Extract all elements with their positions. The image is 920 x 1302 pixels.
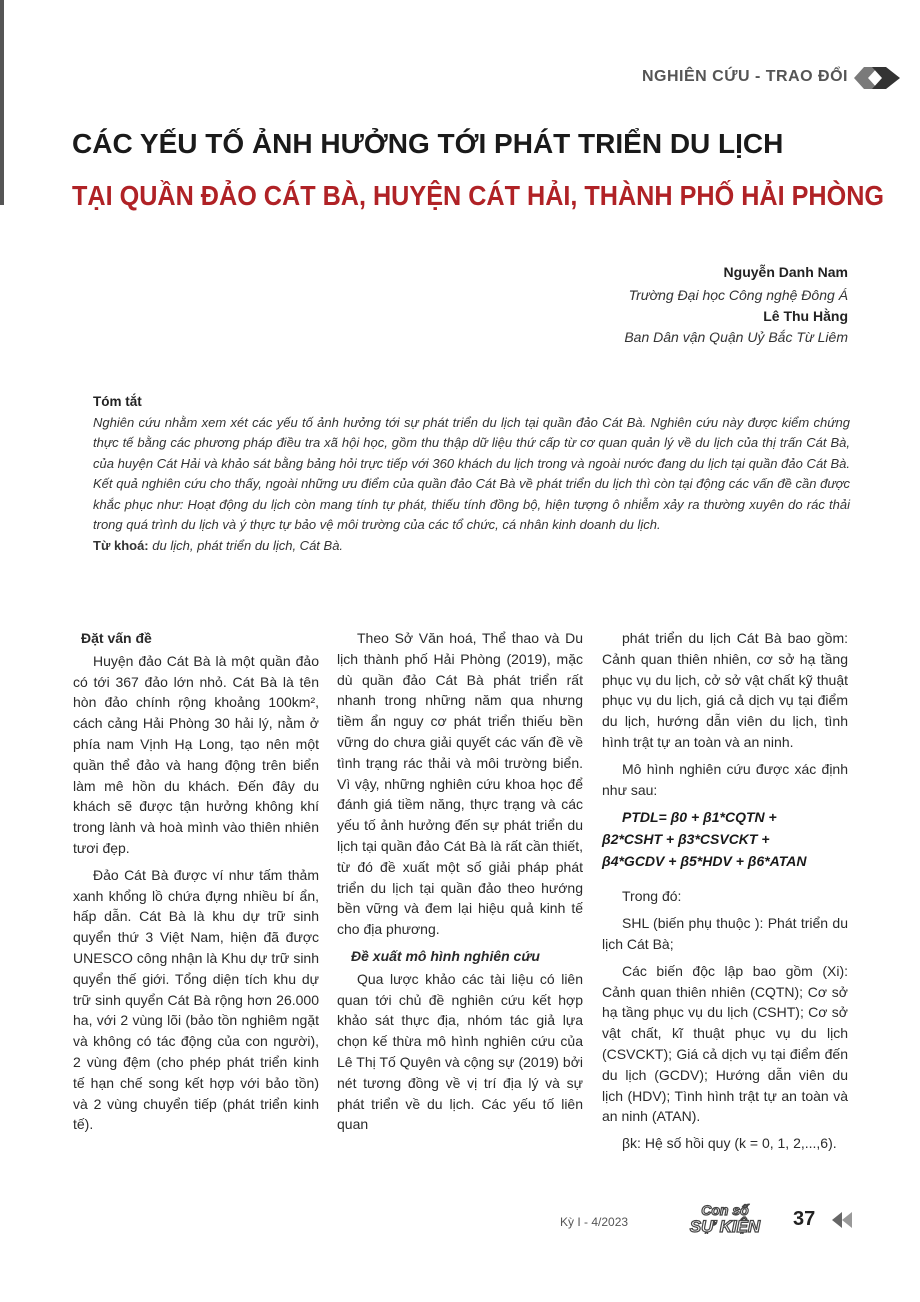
issue-label: Kỳ I - 4/2023 — [560, 1215, 629, 1229]
keywords-row — [93, 536, 850, 557]
paragraph: Mô hình nghiên cứu được xác định như sau: — [602, 760, 848, 798]
regression-formula — [602, 806, 848, 872]
column-1 — [73, 628, 319, 1141]
paragraph: SHL (biến phụ thuộc ): Phát triển du lịch Cát Bà; — [602, 915, 848, 952]
page-number: 37 — [793, 1208, 816, 1230]
keywords-text: du lịch, phát triển du lịch, Cát Bà. — [152, 537, 344, 553]
paragraph: phát triển du lịch Cát Bà bao gồm: Cảnh quan thiên nhiên, cơ sở hạ tầng phục vụ du lịch, cở sở vật chất kỹ thuật phục vụ du lịch, giá cả dịch vụ tại điểm du lịch, hướng dẫn viên du lịch, tình hình trật tự an toàn và an ninh. — [602, 630, 848, 750]
paragraph: βk: Hệ số hồi quy (k = 0, 1, 2,...,6). — [622, 1135, 837, 1152]
article-title-line-1: CÁC YẾU TỐ ẢNH HƯỞNG TỚI PHÁT TRIỂN DU LỊCH — [72, 128, 784, 159]
author-name-1: Nguyễn Danh Nam — [723, 264, 848, 280]
section-heading-model: Đề xuất mô hình nghiên cứu — [351, 947, 540, 964]
author-affiliation-1: Trường Đại học Công nghệ Đông Á — [628, 287, 848, 303]
magazine-logo — [668, 1202, 782, 1234]
double-chevron-right-icon — [850, 64, 904, 92]
double-chevron-left-icon — [830, 1210, 858, 1230]
author-name-2: Lê Thu Hằng — [763, 308, 848, 324]
paragraph: Đảo Cát Bà được ví như tấm thảm xanh khổng lồ chứa đựng nhiều bí ẩn, hấp dẫn. Cát Bà là khu dự trữ sinh quyển thứ 3 Việt Nam, hiện đã được UNESCO công nhận là Khu dự trữ sinh quyển thế giới. Tổng diện tích khu dự trữ sinh quyển Cát Bà rộng hơn 26.000 ha, với 2 vùng lõi (bảo tồn nghiêm ngặt và không có tác động của con người), 2 vùng đệm (cho phép phát triển kinh tế hạn chế song kết hợp với bảo tồn) và 2 vùng chuyển tiếp (phát triển kinh tế). — [73, 866, 319, 1133]
abstract-label: Tóm tắt — [93, 394, 142, 409]
author-affiliation-2: Ban Dân vận Quận Uỷ Bắc Từ Liêm — [624, 329, 848, 345]
section-header: NGHIÊN CỨU - TRAO ĐỔI — [642, 68, 848, 85]
left-margin-bar — [0, 0, 4, 205]
formula-line-3: β4*GCDV + β5*HDV + β6*ATAN — [602, 853, 807, 870]
paragraph: Trong đó: — [622, 888, 682, 905]
section-heading-introduction: Đặt vấn đề — [81, 630, 152, 646]
logo-text-bottom: SỰ KIỆN — [689, 1217, 761, 1234]
abstract-text: Nghiên cứu nhằm xem xét các yếu tố ảnh hưởng tới sự phát triển du lịch tại quần đảo Cát Bà. Nghiên cứu này được kiểm chứng thực tế bằng các phương pháp điều tra xã hội học, gồm thu thập dữ liệu thứ cấp từ cơ quan quản lý về du lịch của thị trấn Cát Bà, của huyện Cát Hải và khảo sát bằng bảng hỏi trực tiếp với 360 khách du lịch trong và ngoài nước đang du lịch tại quần đảo Cát Bà. Kết quả nghiên cứu cho thấy, ngoài những ưu điểm của quần đảo Cát Bà về phát triển du lịch thì còn tại động các vấn đề cần được khắc phục như: Hoạt động du lịch còn mang tính tự phát, thiếu tính đồng bộ, hiện tượng ô nhiễm xảy ra thường xuyên do rác thải trong quá trình du lịch và ý thực tự bảo vệ môi trường của các tổ chức, cá nhân kinh doanh du lịch. — [93, 414, 850, 532]
abstract — [93, 392, 850, 556]
column-2 — [337, 628, 583, 1141]
formula-line-1: PTDL= β0 + β1*CQTN + — [622, 809, 777, 826]
paragraph: Các biến độc lập bao gồm (Xi): Cảnh quan thiên nhiên (CQTN); Cơ sở hạ tầng phục vụ du lịch (CSHT); Cơ sở vật chất, kĩ thuật phục vụ du lịch (CSVCKT); Giá cả dịch vụ tại điểm đến du lịch (GCDV); Hướng dẫn viên du lịch (HDV); Tình hình trật tự an toàn và an ninh (ATAN). — [602, 962, 848, 1125]
column-3 — [602, 628, 848, 1160]
keywords-label: Từ khoá: — [93, 537, 149, 553]
logo-text-top: Con số — [701, 1202, 749, 1218]
paragraph: Qua lược khảo các tài liệu có liên quan tới chủ đề nghiên cứu kết hợp khảo sát thực địa, nhóm tác giả lựa chọn kế thừa mô hình nghiên cứu của Lê Thị Tố Quyên và cộng sự (2019) bởi nét tương đồng về vị trí địa lý và sự phát triển về du lịch. Các yếu tố liên quan — [337, 970, 583, 1133]
paragraph: Theo Sở Văn hoá, Thể thao và Du lịch thành phố Hải Phòng (2019), mặc dù quần đảo Cát Bà phát triển rất nhanh trong những năm qua nhưng tiềm ẩn nguy cơ phát triển thiếu bền vững do chưa giải quyết các vấn đề về tình trạng rác thải và môi trường biển. Vì vậy, những nghiên cứu khoa học để đánh giá tiềm năng, thực trạng và các yếu tố ảnh hưởng đến sự phát triển du lịch tại quần đảo Cát Bà là rất cần thiết, từ đó đề xuất một số giải pháp phát triển du lịch tại quần đảo theo hướng bền vững và đem lại hiệu quả kinh tế cho địa phương. — [337, 630, 583, 938]
formula-line-2: β2*CSHT + β3*CSVCKT + — [602, 831, 770, 848]
paragraph: Huyện đảo Cát Bà là một quần đảo có tới 367 đảo lớn nhỏ. Cát Bà là tên hòn đảo chính rộng khoảng 100km², cách cảng Hải Phòng 30 hải lý, nằm ở phía nam Vịnh Hạ Long, tạo nên một quần thể đảo và hang động trên biển làm mê hồn du khách. Đến đây du khách sẽ được tận hưởng không khí trong lành và hoà mình vào thiên nhiên tươi đẹp. — [73, 652, 319, 856]
article-title-line-2: TẠI QUẦN ĐẢO CÁT BÀ, HUYỆN CÁT HẢI, THÀNH PHỐ HẢI PHÒNG — [72, 180, 885, 211]
